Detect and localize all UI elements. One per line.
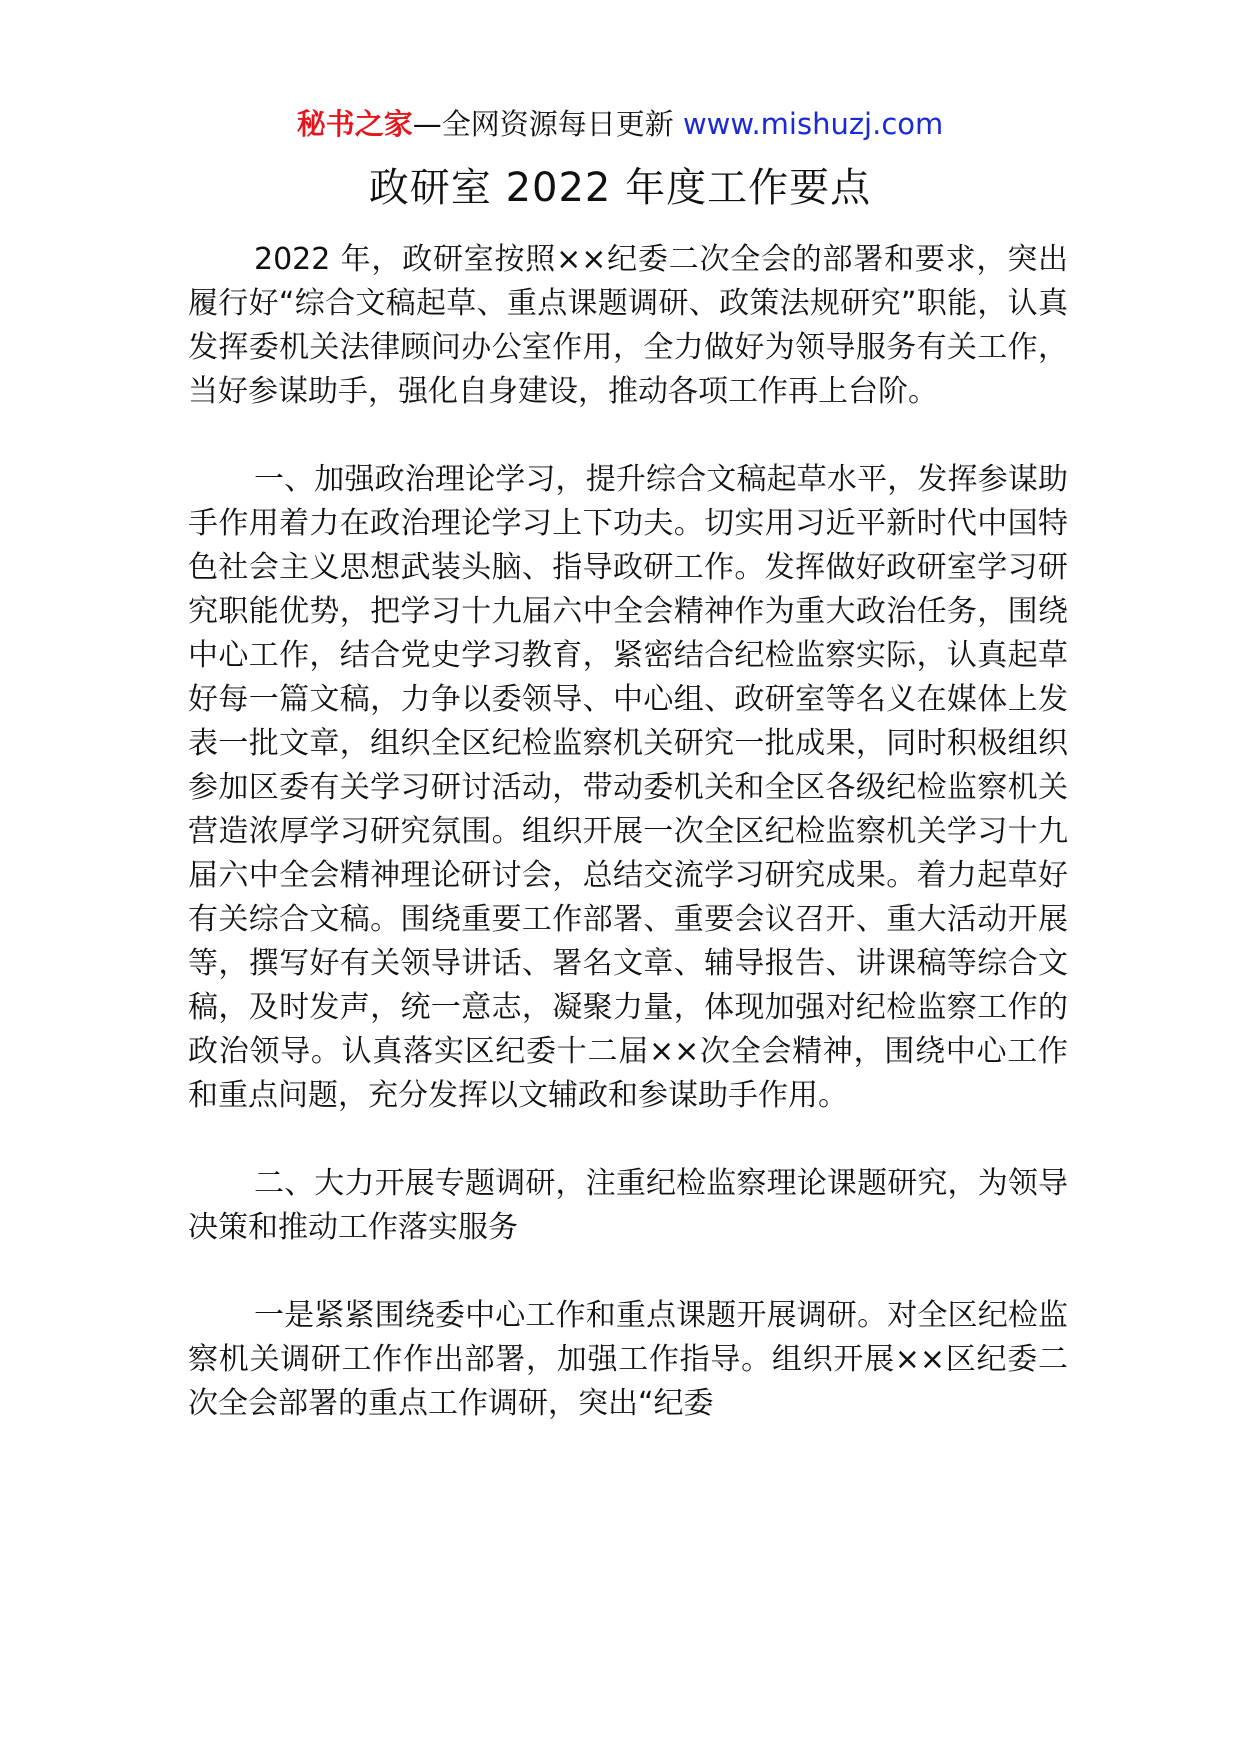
paragraph-section-2-heading: 二、大力开展专题调研，注重纪检监察理论课题研究，为领导决策和推动工作落实服务	[188, 1166, 1068, 1245]
banner-tagline: —全网资源每日更新	[412, 107, 683, 141]
paragraph-intro: 2022 年，政研室按照××纪委二次全会的部署和要求，突出履行好“综合文稿起草、重点课题调研、政策法规研究”职能，认真发挥委机关法律顾问办公室作用，全力做好为领导服务有关工作，当好参谋助手，强化自身建设，推动各项工作再上台阶。	[188, 242, 1068, 409]
paragraph-section-2-item-1: 一是紧紧围绕委中心工作和重点课题开展调研。对全区纪检监察机关调研工作作出部署，加强工作指导。组织开展××区纪委二次全会部署的重点工作调研，突出“纪委	[188, 1298, 1068, 1421]
site-url-link[interactable]: www.mishuzj.com	[682, 107, 944, 141]
brand-name: 秘书之家	[296, 107, 413, 141]
site-banner	[0, 104, 1240, 144]
document-title: 政研室 2022 年度工作要点	[368, 165, 872, 211]
paragraph-section-1: 一、加强政治理论学习，提升综合文稿起草水平，发挥参谋助手作用着力在政治理论学习上下功夫。切实用习近平新时代中国特色社会主义思想武装头脑、指导政研工作。发挥做好政研室学习研究职能优势，把学习十九届六中全会精神作为重大政治任务，围绕中心工作，结合党史学习教育，紧密结合纪检监察实际，认真起草好每一篇文稿，力争以委领导、中心组、政研室等名义在媒体上发表一批文章，组织全区纪检监察机关研究一批成果，同时积极组织参加区委有关学习研讨活动，带动委机关和全区各级纪检监察机关营造浓厚学习研究氛围。组织开展一次全区纪检监察机关学习十九届六中全会精神理论研讨会，总结交流学习研究成果。着力起草好有关综合文稿。围绕重要工作部署、重要会议召开、重大活动开展等，撰写好有关领导讲话、署名文章、辅导报告、讲课稿等综合文稿，及时发声，统一意志，凝聚力量，体现加强对纪检监察工作的政治领导。认真落实区纪委十二届××次全会精神，围绕中心工作和重点问题，充分发挥以文辅政和参谋助手作用。	[188, 462, 1068, 1113]
document-body	[188, 238, 1068, 1470]
